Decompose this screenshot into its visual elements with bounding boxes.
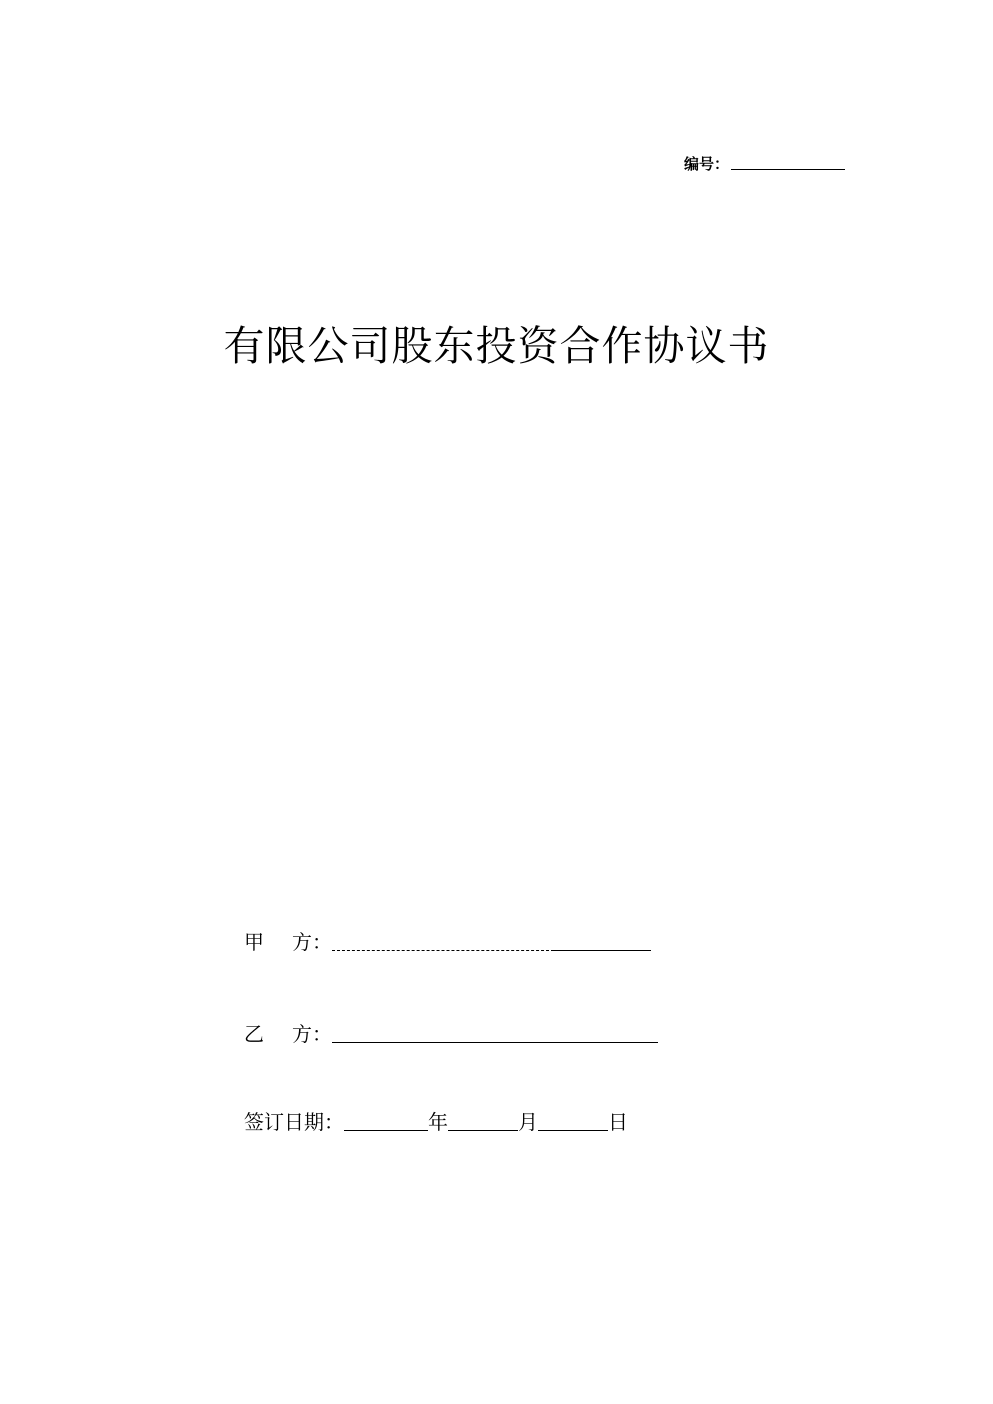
year-blank-line[interactable] (344, 1129, 428, 1131)
party-b-label-suffix: 方： (292, 1022, 332, 1046)
month-unit: 月 (518, 1110, 538, 1134)
serial-number (684, 150, 845, 174)
party-b-label-char: 乙 (244, 1022, 264, 1046)
serial-blank-line[interactable] (731, 168, 845, 170)
party-a-label-char: 甲 (244, 930, 264, 954)
day-blank-line[interactable] (538, 1129, 608, 1131)
party-a-row (244, 928, 651, 956)
serial-label: 编号： (684, 155, 730, 173)
party-b-row (244, 1020, 658, 1048)
party-b-blank-line[interactable] (332, 1041, 658, 1043)
sign-date-row (244, 1108, 628, 1136)
year-unit: 年 (428, 1110, 448, 1134)
day-unit: 日 (608, 1110, 628, 1134)
party-a-dashed-line[interactable] (332, 949, 554, 951)
sign-date-label: 签订日期： (244, 1110, 344, 1134)
party-a-label-suffix: 方： (292, 930, 332, 954)
document-title: 有限公司股东投资合作协议书 (223, 322, 770, 370)
party-a-solid-line[interactable] (554, 949, 651, 951)
month-blank-line[interactable] (448, 1129, 518, 1131)
